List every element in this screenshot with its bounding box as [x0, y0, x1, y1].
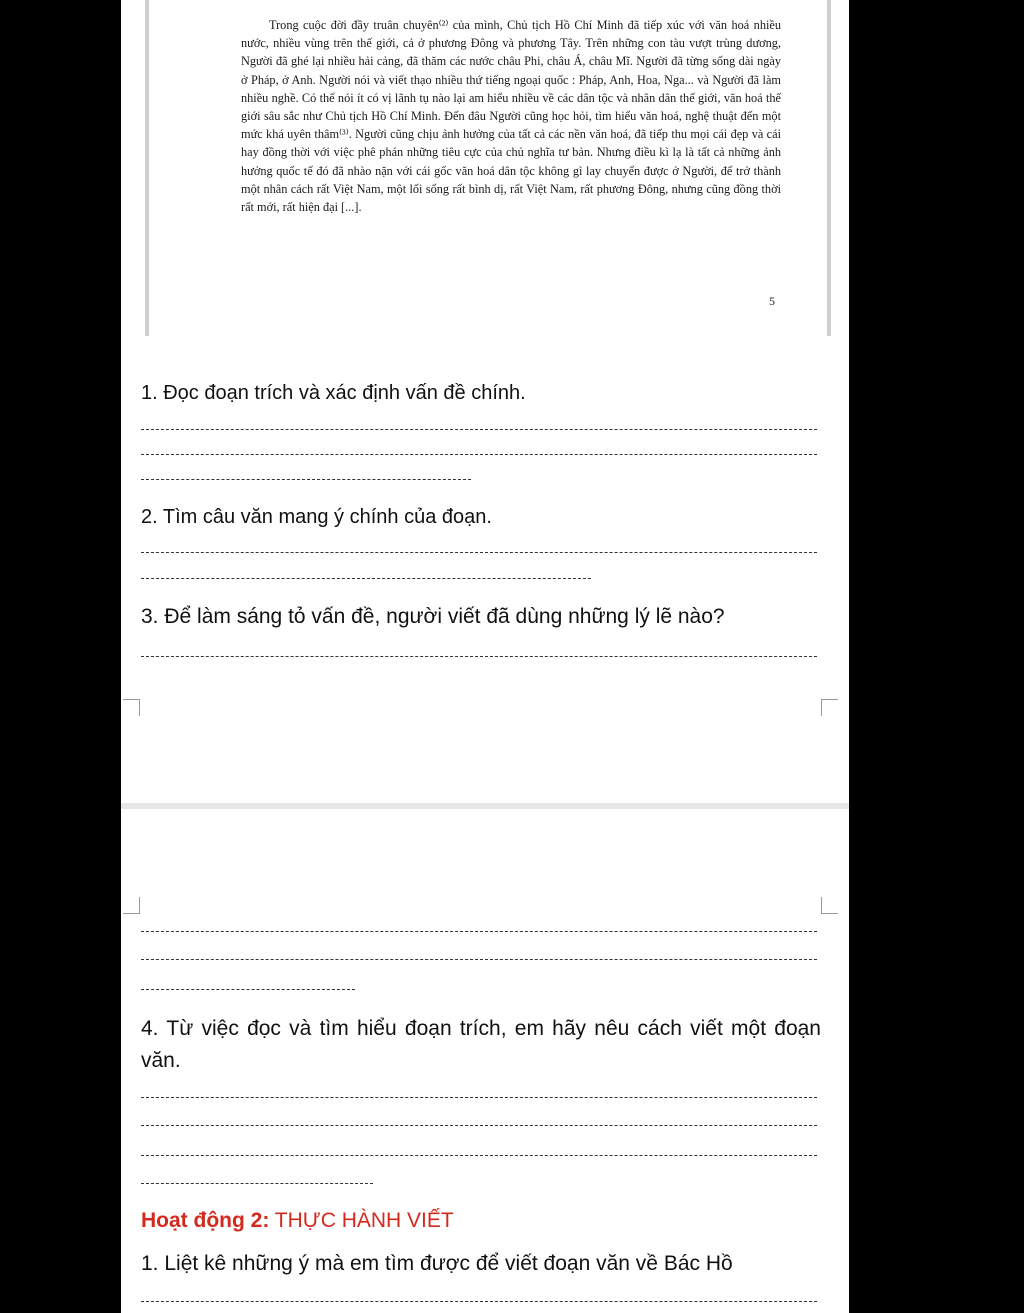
page-corner-mark — [821, 699, 838, 716]
question-3: 3. Để làm sáng tỏ vấn đề, người viết đã dùng những lý lẽ nào? — [141, 605, 725, 628]
page-corner-mark — [123, 699, 140, 716]
answer-line — [141, 552, 817, 553]
page-corner-mark — [821, 897, 838, 914]
question-4: 4. Từ việc đọc và tìm hiểu đoạn trích, em hãy nêu cách viết một đoạn văn. — [141, 1017, 821, 1072]
task-1: 1. Liệt kê những ý mà em tìm được để viết đoạn văn về Bác Hồ — [141, 1252, 733, 1275]
scanned-excerpt — [145, 0, 831, 336]
answer-line — [141, 578, 591, 579]
answer-line — [141, 454, 817, 455]
document-page-1 — [121, 0, 849, 803]
answer-line — [141, 959, 817, 960]
excerpt-page-number: 5 — [769, 294, 775, 308]
question-1: 1. Đọc đoạn trích và xác định vấn đề chính. — [141, 382, 526, 404]
activity-heading — [141, 1209, 454, 1233]
answer-line — [141, 479, 471, 480]
activity-label: Hoạt động 2: — [141, 1209, 270, 1232]
answer-line — [141, 1155, 817, 1156]
question-2: 2. Tìm câu văn mang ý chính của đoạn. — [141, 506, 492, 528]
excerpt-text: Trong cuộc đời đầy truân chuyên⁽²⁾ của mình, Chủ tịch Hồ Chí Minh đã tiếp xúc với văn hoá nhiều nước, nhiều vùng trên thế giới, cả ở phương Đông và phương Tây. Trên những con tàu vượt trùng dương, Người đã ghé lại nhiều hải cảng, đã thăm các nước châu Phi, châu Á, châu Mĩ. Người đã từng sống dài ngày ở Pháp, ở Anh. Người nói và viết thạo nhiều thứ tiếng ngoại quốc : Pháp, Anh, Hoa, Nga... và Người đã làm nhiều nghề. Có thể nói ít có vị lãnh tụ nào lại am hiểu nhiều về các dân tộc và nhân dân thế giới, văn hoá thế giới sâu sắc như Chủ tịch Hồ Chí Minh. Đến đâu Người cũng học hỏi, tìm hiểu văn hoá, nghệ thuật đến một mức khá uyên thâm⁽³⁾. Người cũng chịu ảnh hưởng của tất cả các nền văn hoá, đã tiếp thu mọi cái đẹp và cái hay đồng thời với việc phê phán những tiêu cực của chủ nghĩa tư bản. Nhưng điều kì lạ là tất cả những ảnh hưởng quốc tế đó đã nhào nặn với cái gốc văn hoá dân tộc không gì lay chuyển được ở Người, để trở thành một nhân cách rất Việt Nam, một lối sống rất bình dị, rất Việt Nam, rất phương Đông, nhưng cũng đồng thời rất mới, rất hiện đại [...]. — [241, 18, 781, 215]
answer-line — [141, 931, 817, 932]
answer-line — [141, 656, 817, 657]
answer-line — [141, 989, 355, 990]
answer-line — [141, 429, 817, 430]
answer-line — [141, 1125, 817, 1126]
answer-line — [141, 1301, 817, 1302]
answer-line — [141, 1097, 817, 1098]
answer-line — [141, 1183, 373, 1184]
document-page-2 — [121, 809, 849, 1313]
activity-title: THỰC HÀNH VIẾT — [269, 1209, 454, 1232]
page-corner-mark — [123, 897, 140, 914]
